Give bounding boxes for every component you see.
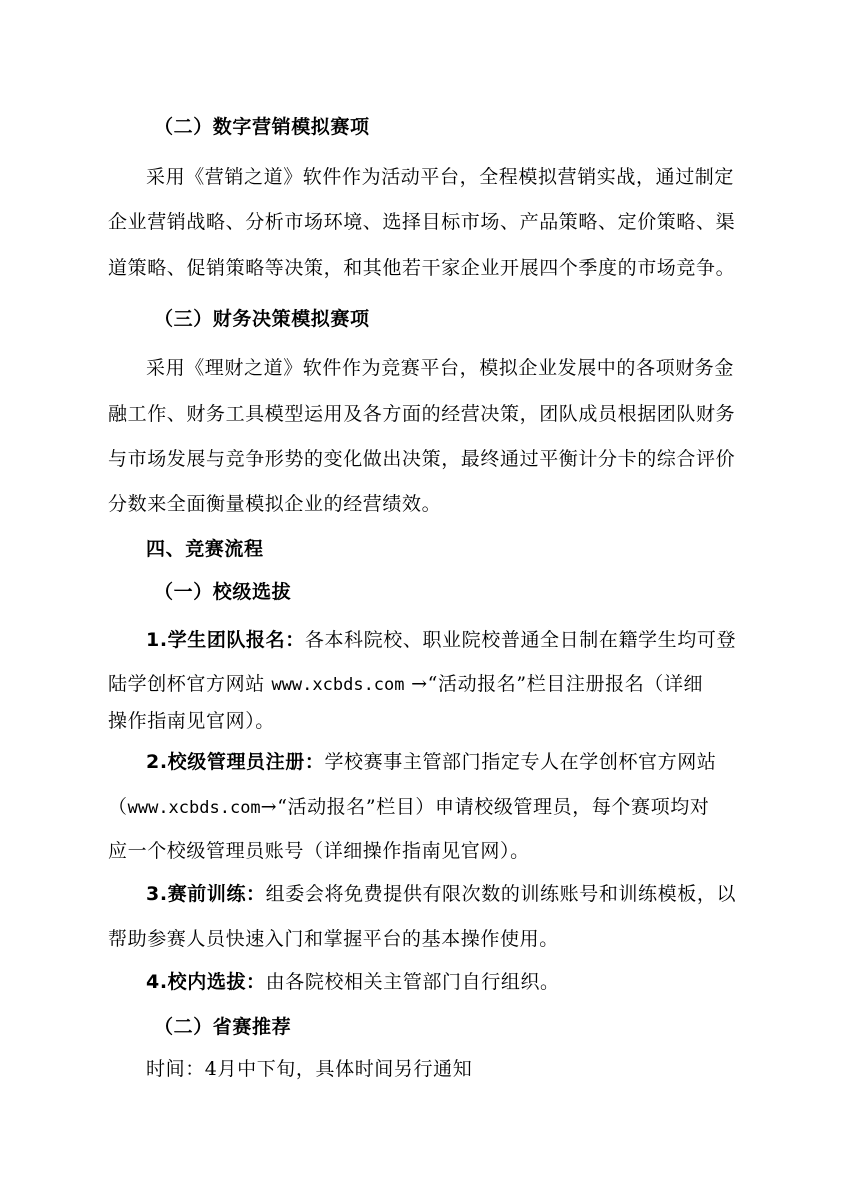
paragraph-line: 采用《营销之道》软件作为活动平台，全程模拟营销实战，通过制定 (146, 166, 735, 188)
item-text: 组委会将免费提供有限次数的训练账号和训练模板，以 (265, 883, 737, 905)
item-text: 学校赛事主管部门指定专人在学创杯官方网站 (324, 751, 717, 773)
paragraph-line: 融工作、财务工具模型运用及各方面的经营决策，团队成员根据团队财务 (108, 403, 736, 425)
section-heading-school-selection: （一）校级选拔 (154, 581, 292, 603)
section-heading-financial-decision: （三）财务决策模拟赛项 (154, 308, 370, 330)
section-heading-digital-marketing: （二）数字营销模拟赛项 (154, 116, 370, 138)
section-heading-competition-process: 四、竞赛流程 (146, 538, 264, 560)
item-label: 1.学生团队报名： (146, 629, 305, 651)
paragraph-line: 操作指南见官网）。 (108, 710, 275, 732)
paragraph-line: 采用《理财之道》软件作为竞赛平台，模拟企业发展中的各项财务金 (146, 357, 735, 379)
website-link[interactable]: www.xcbds.com (127, 798, 261, 818)
item-text: 各本科院校、职业院校普通全日制在籍学生均可登 (304, 629, 737, 651)
section-heading-provincial-recommendation: （二）省赛推荐 (154, 1016, 292, 1038)
item-text: →“活动报名”栏目）申请校级管理员，每个赛项均对 (260, 796, 710, 818)
item-pre-training (146, 882, 786, 906)
item-team-registration (146, 628, 786, 652)
paragraph-line: 分数来全面衡量模拟企业的经营绩效。 (108, 493, 442, 515)
paragraph-line: 道策略、促销策略等决策，和其他若干家企业开展四个季度的市场竞争。 (108, 257, 736, 279)
paragraph-line (108, 672, 748, 697)
item-label: 2.校级管理员注册： (146, 751, 325, 773)
paragraph-line: 企业营销战略、分析市场环境、选择目标市场、产品策略、定价策略、渠 (108, 211, 736, 233)
paragraph-line (108, 795, 748, 820)
paragraph-line: 与市场发展与竞争形势的变化做出决策，最终通过平衡计分卡的综合评价 (108, 448, 736, 470)
item-text: →“活动报名”栏目注册报名（详细 (411, 673, 704, 695)
item-text: 由各院校相关主管部门自行组织。 (265, 971, 560, 993)
item-text: （ (108, 796, 128, 818)
item-school-selection (146, 970, 786, 994)
website-link[interactable]: www.xcbds.com (271, 675, 405, 695)
item-text: 陆学创杯官方网站 (108, 673, 265, 695)
item-admin-registration (146, 750, 786, 774)
item-label: 4.校内选拔： (146, 971, 266, 993)
item-label: 3.赛前训练： (146, 883, 266, 905)
paragraph-line: 帮助参赛人员快速入门和掌握平台的基本操作使用。 (108, 928, 559, 950)
paragraph-line: 应一个校级管理员账号（详细操作指南见官网）。 (108, 840, 530, 862)
paragraph-line-time: 时间：4月中下旬，具体时间另行通知 (146, 1058, 473, 1080)
